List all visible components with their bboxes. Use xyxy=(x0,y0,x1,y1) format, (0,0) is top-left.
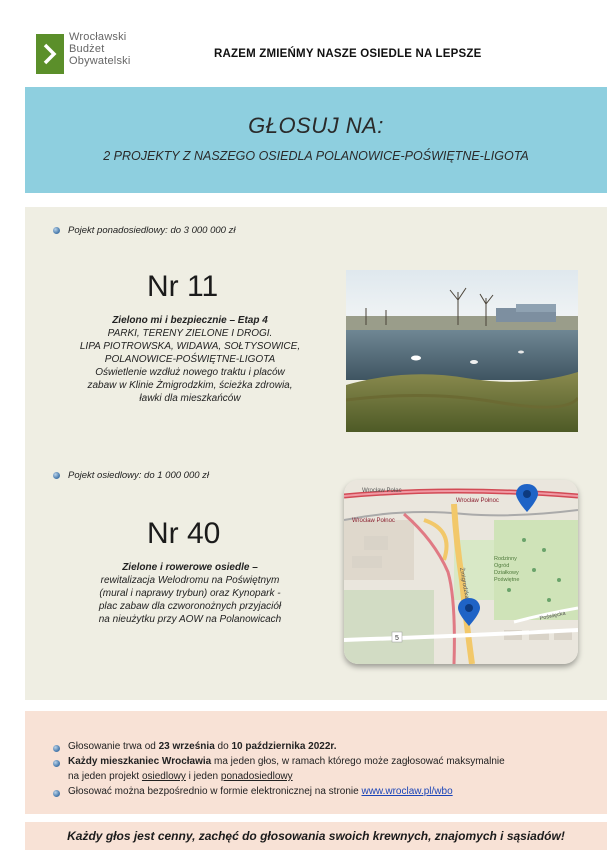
bullet-icon xyxy=(53,745,60,752)
project-line: Oświetlenie wzdłuż nowego traktu i placów xyxy=(95,367,285,378)
project-line: na nieużytku przy AOW na Polanowicach xyxy=(98,614,282,625)
logo-line: Wrocławski xyxy=(69,31,127,43)
project-number: Nr 11 xyxy=(147,270,219,303)
bullet-icon xyxy=(53,227,60,234)
info-underlined: osiedlowy xyxy=(141,771,186,782)
end-date: 10 października 2022r. xyxy=(231,741,337,752)
map-label: Żmigrodzka xyxy=(458,567,470,600)
map-label: Poświętne xyxy=(494,577,520,583)
info-text: i jeden xyxy=(185,771,221,782)
wbo-logo xyxy=(36,30,146,78)
bullet-icon xyxy=(53,790,60,797)
footer-message: Każdy głos jest cenny, zachęć do głosowania swoich krewnych, znajomych i sąsiadów! xyxy=(25,822,607,850)
voting-rule xyxy=(68,756,505,767)
hero-subtitle: 2 PROJEKTY Z NASZEGO OSIEDLA POLANOWICE-POŚWIĘTNE-LIGOTA xyxy=(103,149,529,163)
voting-dates xyxy=(68,741,337,752)
project-title: Zielone i rowerowe osiedle – xyxy=(122,562,258,573)
map-label: Wrocław Połac xyxy=(362,488,402,494)
project-description xyxy=(62,314,318,405)
map-label: Ogród xyxy=(494,563,510,569)
logo-line: Budżet xyxy=(69,43,105,55)
chevron-right-icon xyxy=(40,42,60,66)
bullet-icon xyxy=(53,760,60,767)
header-slogan: RAZEM ZMIEŃMY NASZE OSIEDLE NA LEPSZE xyxy=(214,48,482,60)
project-line: ławki dla mieszkańców xyxy=(139,393,241,404)
map-route-number: 5 xyxy=(395,635,399,642)
logo-line: Obywatelski xyxy=(69,55,131,67)
voting-rule-cont xyxy=(68,771,293,782)
logo-mark xyxy=(36,34,64,74)
bullet-icon xyxy=(53,472,60,479)
map-label: Wrocław Połnoc xyxy=(456,498,499,504)
project-line: rewitalizacja Welodromu na Poświętnym xyxy=(100,575,280,586)
project-line: (mural i naprawy trybun) oraz Kynopark - xyxy=(99,588,281,599)
location-map xyxy=(344,480,578,664)
project-line: plac zabaw dla czworonożnych przyjaciół xyxy=(98,601,282,612)
project-title: Zielono mi i bezpiecznie – Etap 4 xyxy=(112,315,268,326)
project-line: POLANOWICE-POŚWIĘTNE-LIGOTA xyxy=(104,354,276,365)
project-line: zabaw w Klinie Żmigrodzkim, ścieżka zdrowia, xyxy=(87,380,293,391)
info-underlined: ponadosiedlowy xyxy=(220,771,293,782)
info-text: Głosowanie trwa od xyxy=(68,741,159,752)
start-date: 23 września xyxy=(158,741,215,752)
info-text: do xyxy=(214,741,232,752)
pond-photo xyxy=(346,270,578,432)
project-description xyxy=(62,561,318,626)
voting-method xyxy=(68,786,453,797)
hero-title: GŁOSUJ NA: xyxy=(248,113,384,138)
info-bold: Każdy mieszkaniec Wrocławia xyxy=(68,756,212,767)
map-label: Poświęcka xyxy=(539,610,567,622)
project-line: LIPA PIOTROWSKA, WIDAWA, SOŁTYSOWICE, xyxy=(79,341,301,352)
project-category: Pojekt ponadosiedlowy: do 3 000 000 zł xyxy=(68,225,236,236)
hero-banner xyxy=(25,87,607,193)
map-label: Wrocław Połnoc xyxy=(352,518,395,524)
project-line: PARKI, TERENY ZIELONE I DROGI. xyxy=(107,328,273,339)
wbo-link[interactable]: www.wroclaw.pl/wbo xyxy=(361,786,453,797)
logo-text xyxy=(69,31,131,67)
info-text: na jeden projekt xyxy=(68,771,142,782)
project-category: Pojekt osiedlowy: do 1 000 000 zł xyxy=(68,470,210,481)
info-text: Głosować można bezpośrednio w formie elektronicznej na stronie xyxy=(68,786,362,797)
info-text: ma jeden głos, w ramach którego może zagłosować maksymalnie xyxy=(211,756,505,767)
project-number: Nr 40 xyxy=(147,517,221,550)
map-label: Działkowy xyxy=(494,570,519,576)
map-label: Rodzinny xyxy=(494,556,517,562)
